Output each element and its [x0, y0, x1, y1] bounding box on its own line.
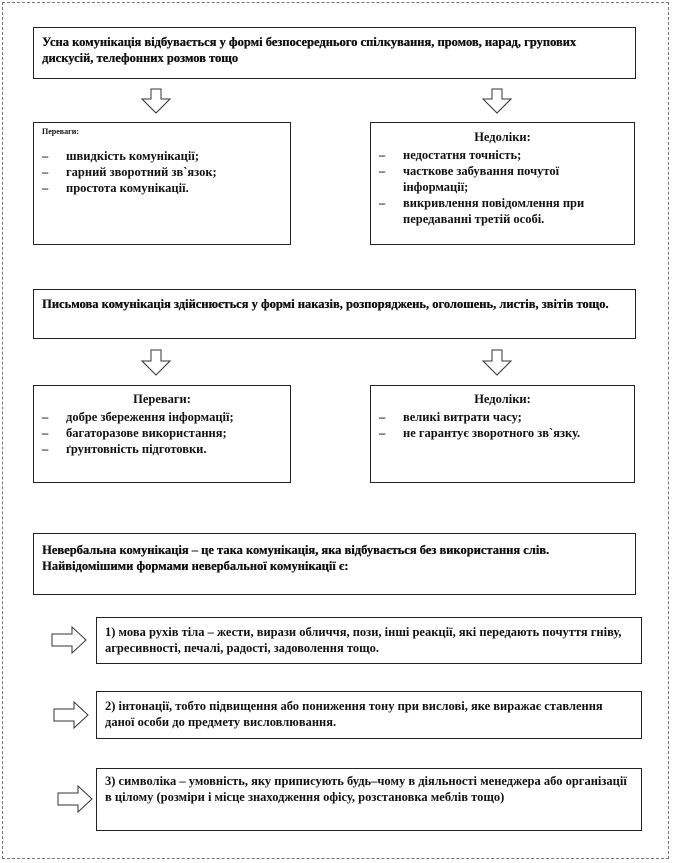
written-disadvantages-title: Недоліки: [474, 392, 531, 406]
written-disadvantages-box [370, 385, 635, 483]
list-item: – багаторазове використання; [42, 425, 282, 441]
nonverbal-form-2-box [96, 691, 642, 739]
nonverbal-form-3-text: 3) символіка – умовність, яку приписують будь–чому в діяльності менеджера або організації в цілому (розміри і місце знаходження офісу, розстановка меблів тощо) [105, 774, 627, 804]
list-item: – не гарантує зворотного зв`язку. [379, 425, 626, 441]
list-item: – великі витрати часу; [379, 409, 626, 425]
oral-advantages-list [42, 148, 282, 196]
right-arrow-icon [54, 702, 88, 728]
right-arrow-icon [52, 627, 86, 653]
written-communication-box [33, 289, 636, 339]
written-advantages-title: Переваги: [133, 392, 191, 406]
written-advantages-list [42, 409, 282, 457]
nonverbal-form-1-text: 1) мова рухів тіла – жести, вирази обличчя, пози, інші реакції, які передають почуття гніву, агресивності, печалі, радості, задоволення тощо. [105, 625, 622, 655]
list-item: – викривлення повідомлення при передаванні третій особі. [379, 195, 626, 227]
down-arrow-icon [142, 89, 170, 113]
nonverbal-form-2-text: 2) інтонації, тобто підвищення або пониження тону при вислові, яке виражає ставлення даної особи до предмету висловлювання. [105, 699, 603, 729]
nonverbal-communication-box [33, 533, 636, 595]
list-item: – простота комунікації. [42, 180, 282, 196]
right-arrow-icon [58, 786, 92, 812]
oral-disadvantages-list [379, 147, 626, 227]
down-arrow-icon [483, 89, 511, 113]
list-item: – добре збереження інформації; [42, 409, 282, 425]
down-arrow-icon [483, 350, 511, 375]
written-communication-text: Письмова комунікація здійснюється у формі наказів, розпоряджень, оголошень, листів, звітів тощо. [42, 297, 609, 311]
oral-communication-text: Усна комунікація відбувається у формі безпосереднього спілкування, промов, нарад, групових дискусій, телефонних розмов тощо [42, 35, 577, 65]
down-arrow-icon [142, 350, 170, 375]
written-disadvantages-list [379, 409, 626, 441]
nonverbal-form-3-box [96, 768, 642, 831]
oral-communication-box [33, 27, 636, 79]
oral-advantages-box [33, 122, 291, 245]
oral-disadvantages-box [370, 122, 635, 245]
list-item: – часткове забування почутої інформації; [379, 163, 626, 195]
list-item: – ґрунтовність підготовки. [42, 441, 282, 457]
list-item: – швидкість комунікації; [42, 148, 282, 164]
written-advantages-box [33, 385, 291, 483]
nonverbal-form-1-box [96, 617, 642, 664]
oral-advantages-title: Переваги: [42, 127, 79, 136]
list-item: – недостатня точність; [379, 147, 626, 163]
list-item: – гарний зворотний зв`язок; [42, 164, 282, 180]
oral-disadvantages-title: Недоліки: [474, 130, 531, 144]
nonverbal-communication-text: Невербальна комунікація – це така комунікація, яка відбувається без використання слів. Найвідомішими формами невербальної комунікації є: [42, 543, 550, 573]
